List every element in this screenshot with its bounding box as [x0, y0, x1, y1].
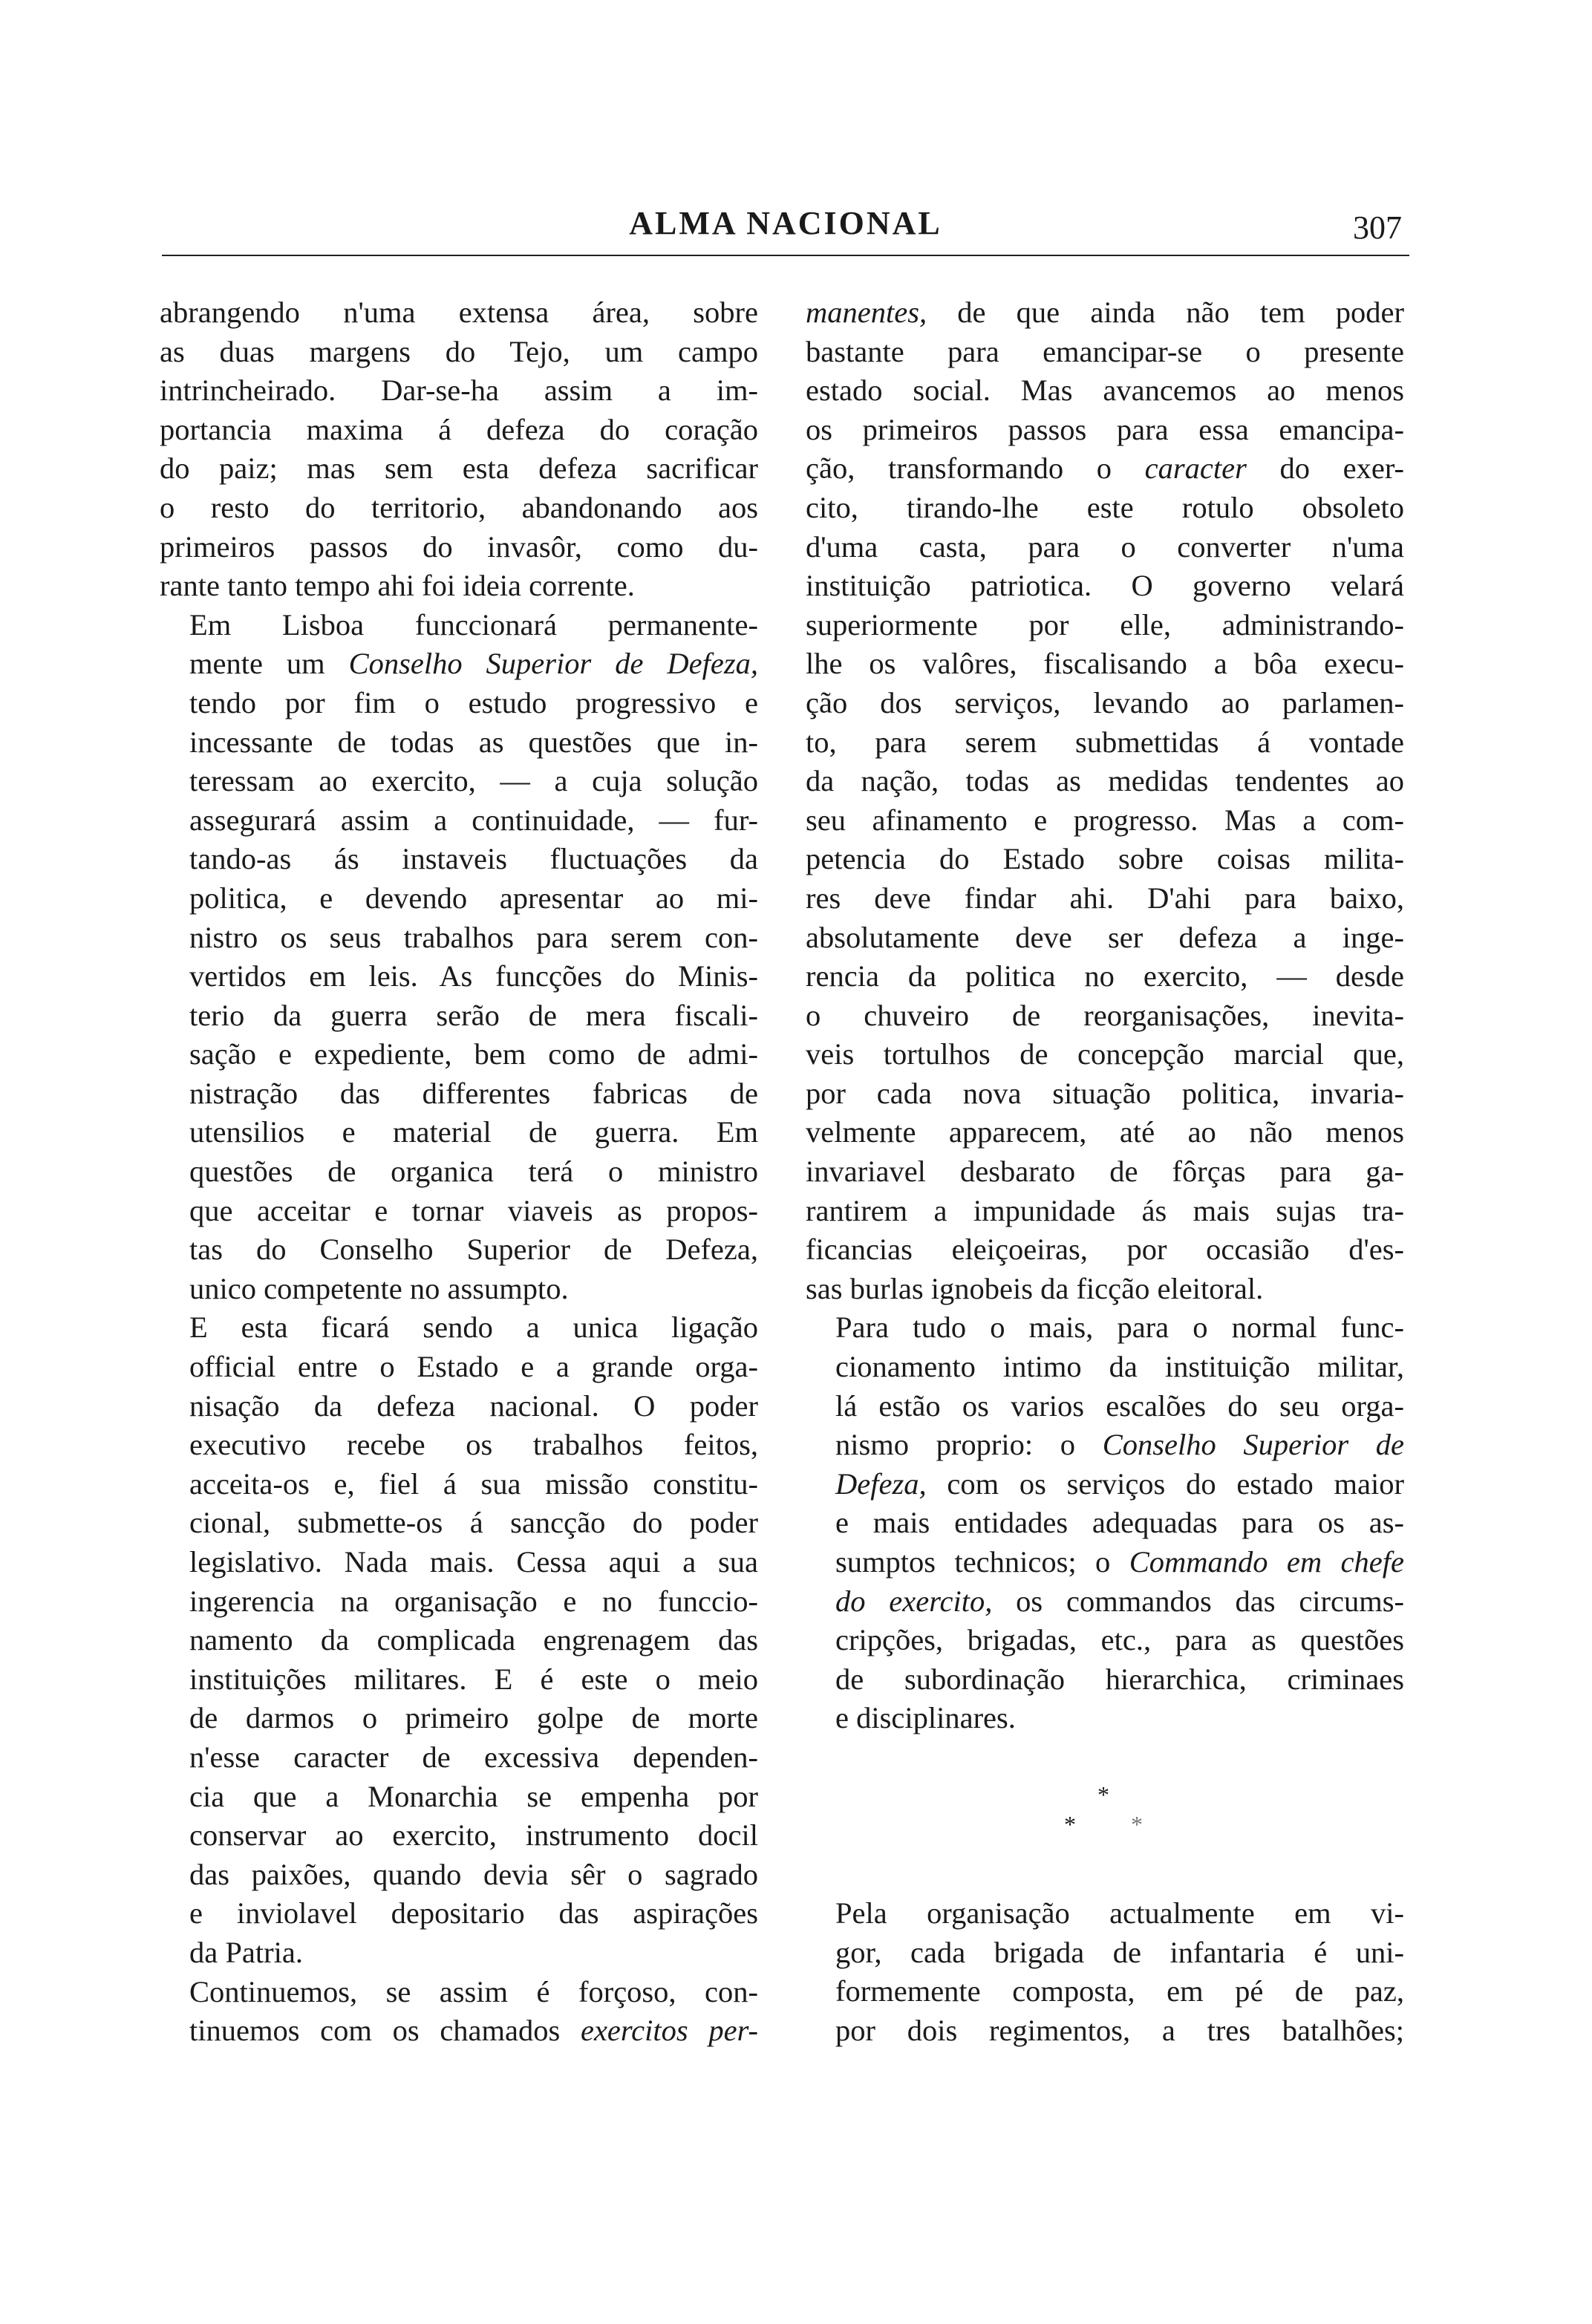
- italic-term: exercitos per-: [580, 2014, 759, 2048]
- text-line: politica, e devendo apresentar ao mi-: [189, 881, 758, 915]
- text-line: que acceitar e tornar viaveis as propos-: [189, 1193, 758, 1227]
- text-line: acceita-os e, fiel á sua missão constitu-: [189, 1466, 758, 1501]
- text-segment: ção, transformando o: [806, 451, 1112, 486]
- text-line: tando-as ás instaveis fluctuações da: [189, 842, 758, 876]
- text-line: ingerencia na organisação e no funccio-: [189, 1584, 758, 1618]
- text-line: intrincheirado. Dar-se-ha assim a im-: [160, 373, 758, 408]
- text-line: gor, cada brigada de infantaria é uni-: [835, 1935, 1404, 1969]
- text-line: lhe os valôres, fiscalisando a bôa execu-: [806, 647, 1404, 681]
- text-line: petencia do Estado sobre coisas milita-: [806, 842, 1404, 876]
- text-line: [806, 1465, 1404, 1504]
- italic-title: Conselho Superior de: [1102, 1428, 1405, 1462]
- italic-title: Commando em chefe: [1129, 1545, 1404, 1579]
- text-line: legislativo. Nada mais. Cessa aqui a sua: [189, 1545, 758, 1579]
- text-line: sação e expediente, bem como de admi-: [189, 1037, 758, 1071]
- italic-title: do exercito,: [835, 1584, 993, 1618]
- text-line: do paiz; mas sem esta defeza sacrificar: [160, 451, 758, 486]
- text-line: E esta ficará sendo a unica ligação: [189, 1310, 758, 1345]
- text-line: bastante para emancipar-se o presente: [806, 334, 1404, 368]
- text-line: das paixões, quando devia sêr o sagrado: [189, 1857, 758, 1891]
- text-line: [160, 644, 758, 684]
- text-line: da Patria.: [189, 1935, 303, 1969]
- text-line: formemente composta, em pé de paz,: [835, 1974, 1404, 2008]
- asterisk-top: *: [1097, 1780, 1109, 1808]
- text-line: e mais entidades adequadas para os as-: [835, 1506, 1404, 1540]
- text-line: cional, submette-os á sancção do poder: [189, 1506, 758, 1540]
- text-line: cripções, brigadas, etc., para as questões: [835, 1623, 1404, 1657]
- text-line: rantirem a impunidade ás mais sujas tra-: [806, 1193, 1404, 1227]
- asterisk-left: *: [1064, 1810, 1076, 1838]
- text-line: [806, 1582, 1404, 1622]
- text-line: instituições militares. E é este o meio: [189, 1662, 758, 1696]
- text-segment: sumptos technicos; o: [835, 1545, 1111, 1579]
- text-line: questões de organica terá o ministro: [189, 1155, 758, 1189]
- text-line: de darmos o primeiro golpe de morte: [189, 1701, 758, 1735]
- text-line: [160, 2011, 758, 2051]
- italic-term: manentes,: [806, 296, 927, 329]
- text-line: seu afinamento e progresso. Mas a com-: [806, 803, 1404, 837]
- text-line: nistração das differentes fabricas de: [189, 1076, 758, 1110]
- text-line: vertidos em leis. As funcções do Minis-: [189, 959, 758, 993]
- text-line: unico competente no assumpto.: [189, 1271, 569, 1305]
- text-line: e disciplinares.: [835, 1701, 1016, 1735]
- text-line: estado social. Mas avancemos ao menos: [806, 373, 1404, 408]
- text-line: assegurará assim a continuidade, — fur-: [189, 803, 758, 837]
- text-line: Pela organisação actualmente em vi-: [835, 1896, 1404, 1930]
- text-line: to, para serem submettidas á vontade: [806, 725, 1404, 759]
- text-line: cionamento intimo da instituição militar,: [835, 1350, 1404, 1384]
- page-header: [162, 204, 1409, 249]
- text-segment: nismo proprio: o: [835, 1428, 1076, 1462]
- paragraph: [160, 293, 758, 606]
- text-line: por cada nova situação politica, invaria-: [806, 1076, 1404, 1110]
- text-line: lá estão os varios escalões do seu orga-: [835, 1388, 1404, 1423]
- text-line: portancia maxima á defeza do coração: [160, 412, 758, 446]
- text-line: invariavel desbarato de fôrças para ga-: [806, 1155, 1404, 1189]
- right-column: [806, 293, 1404, 2050]
- text-line: as duas margens do Tejo, um campo: [160, 334, 758, 368]
- italic-title: Conselho Superior de Defeza,: [348, 647, 758, 681]
- text-line: cia que a Monarchia se empenha por: [189, 1779, 758, 1813]
- text-line: [806, 449, 1404, 489]
- text-line: tas do Conselho Superior de Defeza,: [189, 1233, 758, 1267]
- page-number: 307: [1353, 209, 1402, 246]
- text-line: terio da guerra serão de mera fiscali-: [189, 998, 758, 1032]
- text-line: [806, 1543, 1404, 1582]
- text-line: [806, 293, 1404, 333]
- text-line: n'esse caracter de excessiva dependen-: [189, 1740, 758, 1774]
- text-line: executivo recebe os trabalhos feitos,: [189, 1428, 758, 1462]
- italic-title: Defeza,: [835, 1466, 927, 1501]
- text-line: ção dos serviços, levando ao parlamen-: [806, 685, 1404, 719]
- text-segment: com os serviços do estado maior: [947, 1466, 1405, 1501]
- paragraph: [160, 606, 758, 1309]
- text-line: cito, tirando-lhe este rotulo obsoleto: [806, 490, 1404, 524]
- text-line: nisação da defeza nacional. O poder: [189, 1388, 758, 1423]
- paragraph: [806, 1894, 1404, 2050]
- text-line: utensilios e material de guerra. Em: [189, 1115, 758, 1149]
- text-line: o chuveiro de reorganisações, inevita-: [806, 998, 1404, 1032]
- text-line: veis tortulhos de concepção marcial que,: [806, 1037, 1404, 1071]
- paragraph: [160, 1308, 758, 1972]
- text-line: velmente apparecem, até ao não menos: [806, 1115, 1404, 1149]
- text-line: Para tudo o mais, para o normal func-: [835, 1310, 1404, 1345]
- text-line: instituição patriotica. O governo velará: [806, 569, 1404, 603]
- text-line: da nação, todas as medidas tendentes ao: [806, 764, 1404, 798]
- text-line: ficancias eleiçoeiras, por occasião d'es-: [806, 1233, 1404, 1267]
- text-line: superiormente por elle, administrando-: [806, 607, 1404, 642]
- paragraph: [806, 293, 1404, 1308]
- text-line: absolutamente deve ser defeza a inge-: [806, 920, 1404, 954]
- italic-term: caracter: [1144, 451, 1247, 486]
- text-line: d'uma casta, para o converter n'uma: [806, 529, 1404, 564]
- text-segment: os commandos das circums-: [1016, 1584, 1405, 1618]
- left-column: [160, 293, 758, 2051]
- text-line: conservar ao exercito, instrumento docil: [189, 1818, 758, 1853]
- asterisk-right: *: [1131, 1810, 1143, 1838]
- text-segment: de que ainda não tem poder: [957, 296, 1405, 329]
- text-line: teressam ao exercito, — a cuja solução: [189, 764, 758, 798]
- text-segment: mente um: [189, 647, 325, 681]
- text-segment: do exer-: [1279, 451, 1405, 486]
- text-line: rante tanto tempo ahi foi ideia corrente.: [160, 569, 635, 603]
- text-line: [806, 1426, 1404, 1465]
- text-line: de subordinação hierarchica, criminaes: [835, 1662, 1404, 1696]
- text-line: o resto do territorio, abandonando aos: [160, 490, 758, 524]
- text-line: rencia da politica no exercito, — desde: [806, 959, 1404, 993]
- asterism: [806, 1753, 1404, 1894]
- text-line: incessante de todas as questões que in-: [189, 725, 758, 759]
- text-line: primeiros passos do invasôr, como du-: [160, 529, 758, 564]
- text-line: por dois regimentos, a tres batalhões;: [835, 2013, 1404, 2047]
- paragraph: [806, 1308, 1404, 1738]
- text-line: official entre o Estado e a grande orga-: [189, 1350, 758, 1384]
- running-title: ALMA NACIONAL: [629, 205, 942, 241]
- header-rule: [162, 255, 1409, 256]
- text-line: sas burlas ignobeis da ficção eleitoral.: [806, 1271, 1264, 1305]
- text-segment: tinuemos com os chamados: [189, 2014, 561, 2048]
- text-line: res deve findar ahi. D'ahi para baixo,: [806, 881, 1404, 915]
- text-line: Continuemos, se assim é forçoso, con-: [189, 1974, 758, 2008]
- text-line: tendo por fim o estudo progressivo e: [189, 685, 758, 719]
- paragraph: [160, 1973, 758, 2051]
- text-line: Em Lisboa funccionará permanente-: [189, 607, 758, 642]
- text-line: namento da complicada engrenagem das: [189, 1623, 758, 1657]
- text-line: os primeiros passos para essa emancipa-: [806, 412, 1404, 446]
- text-line: e inviolavel depositario das aspirações: [189, 1896, 758, 1930]
- text-line: nistro os seus trabalhos para serem con-: [189, 920, 758, 954]
- text-line: abrangendo n'uma extensa área, sobre: [160, 296, 758, 329]
